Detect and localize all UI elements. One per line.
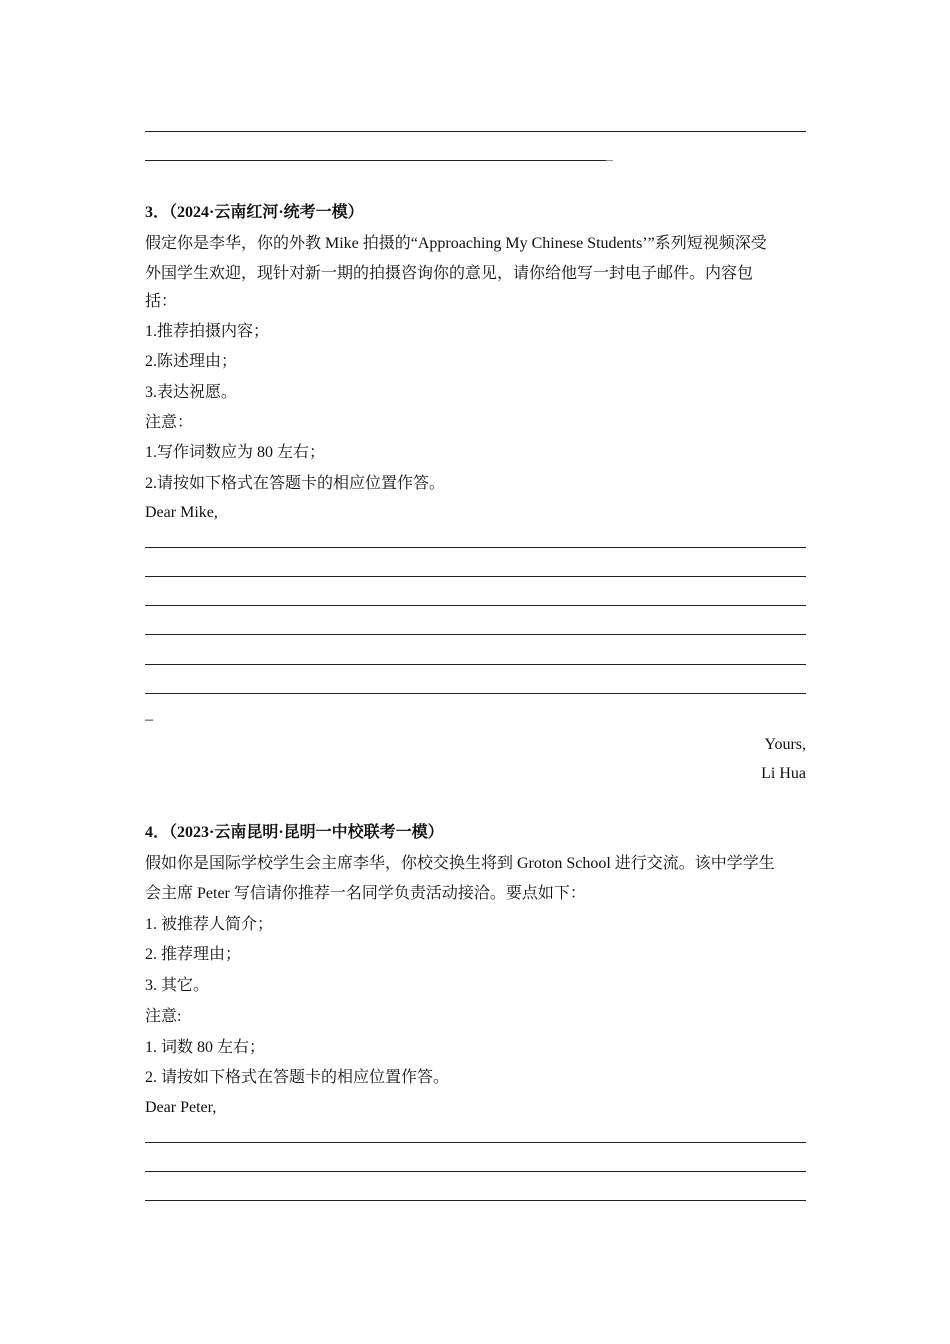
q3-point-2: 2.陈述理由； <box>145 353 238 370</box>
q3-signature: Li Hua <box>761 765 806 782</box>
q3-prompt-line-2: 外国学生欢迎，现针对新一期的拍摄咨询你的意见，请你给他写一封电子邮件。内容包 <box>145 265 754 282</box>
q3-trailing-dash: – <box>145 711 153 728</box>
q4-notice-1: 1. 词数 80 左右； <box>145 1039 266 1056</box>
q4-heading: 4．（2023·云南昆明·昆明一中校联考一模） <box>145 824 444 841</box>
q4-prompt-line-1: 假如你是国际学校学生会主席李华，你校交换生将到 Groton School 进行交流。该中学学生 <box>145 855 775 872</box>
q3-answer-line <box>145 664 806 665</box>
answer-line <box>145 131 806 132</box>
q4-notice-2: 2. 请按如下格式在答题卡的相应位置作答。 <box>145 1069 450 1086</box>
q3-point-1: 1.推荐拍摄内容； <box>145 323 270 340</box>
q4-answer-line <box>145 1142 806 1143</box>
q3-answer-line <box>145 634 806 635</box>
q3-answer-line <box>145 547 806 548</box>
q3-point-3: 3.表达祝愿。 <box>145 384 238 401</box>
q3-closing: Yours, <box>764 736 806 753</box>
q3-prompt-line-1: 假定你是李华，你的外教 Mike 拍摄的“Approaching My Chinese Students’”系列短视频深受 <box>145 235 767 252</box>
top-trailing-dash: – <box>606 151 614 168</box>
q3-heading: 3．（2024·云南红河·统考一模） <box>145 204 364 221</box>
q3-answer-line <box>145 693 806 694</box>
q4-greeting: Dear Peter, <box>145 1099 217 1116</box>
q3-answer-line <box>145 605 806 606</box>
q3-prompt-line-3: 括： <box>145 293 178 310</box>
q4-notice-label: 注意: <box>145 1008 182 1025</box>
q3-notice-1: 1.写作词数应为 80 左右； <box>145 444 326 461</box>
q3-notice-2: 2.请按如下格式在答题卡的相应位置作答。 <box>145 475 446 492</box>
q4-point-2: 2. 推荐理由； <box>145 946 242 963</box>
q3-answer-line <box>145 576 806 577</box>
answer-line <box>145 160 613 161</box>
q4-answer-line <box>145 1200 806 1201</box>
q4-answer-line <box>145 1171 806 1172</box>
q4-point-3: 3. 其它。 <box>145 977 210 994</box>
q4-point-1: 1. 被推荐人简介； <box>145 916 274 933</box>
q4-prompt-line-2: 会主席 Peter 写信请你推荐一名同学负责活动接洽。要点如下： <box>145 885 586 902</box>
q3-notice-label: 注意： <box>145 414 194 431</box>
q3-greeting: Dear Mike, <box>145 504 218 521</box>
